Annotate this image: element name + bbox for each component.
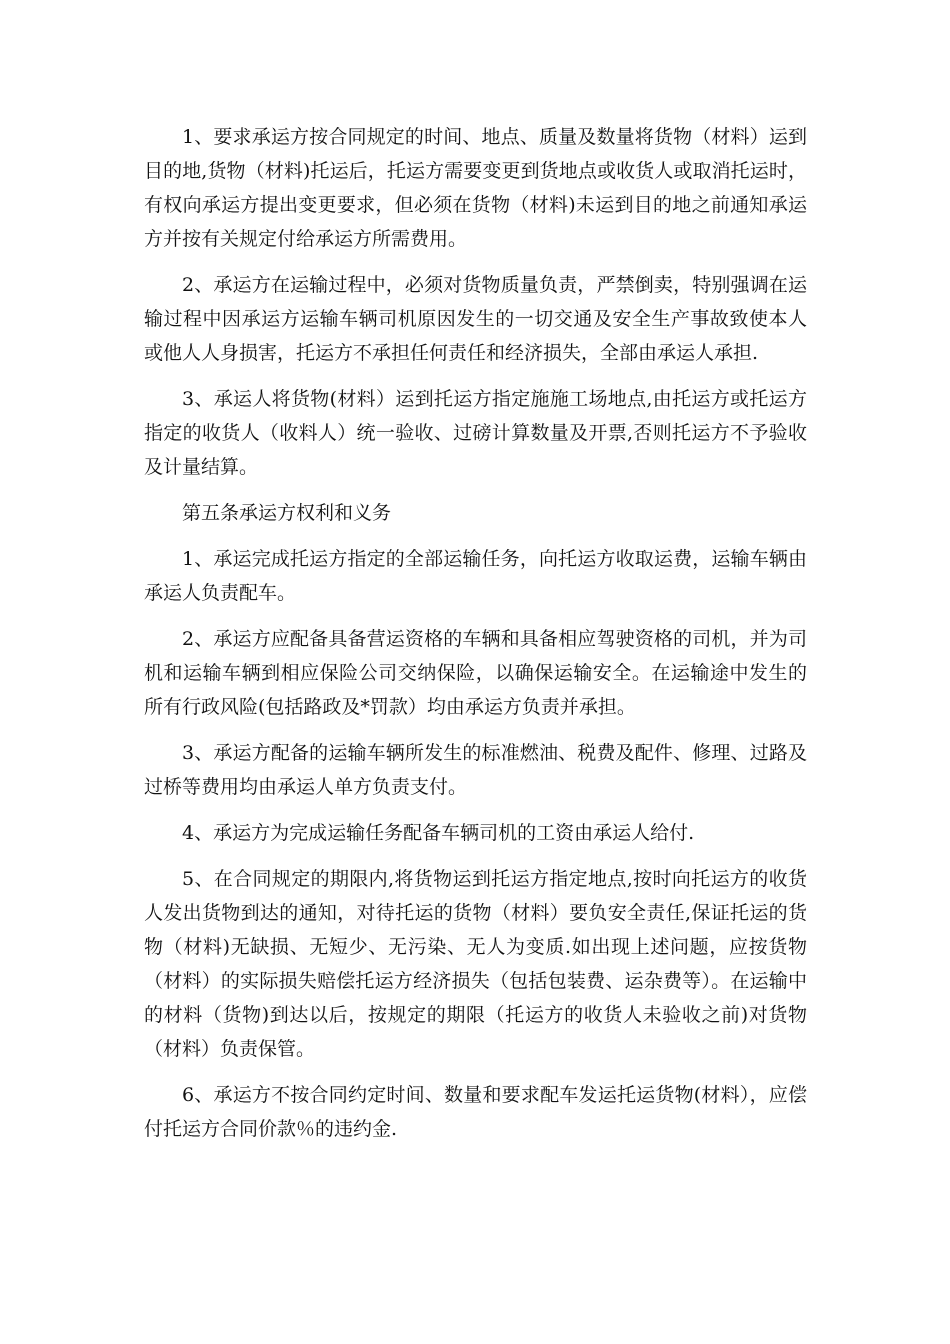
- paragraph-1: 1、要求承运方按合同规定的时间、地点、质量及数量将货物（材料）运到目的地,货物（材料)托运后，托运方需要变更到货地点或收货人或取消托运时，有权向承运方提出变更要求，但必须在货物（材料)未运到目的地之前通知承运方并按有关规定付给承运方所需费用。: [144, 126, 807, 250]
- paragraph-7: 4、承运方为完成运输任务配备车辆司机的工资由承运人给付.: [182, 822, 695, 844]
- paragraph-9: 6、承运方不按合同约定时间、数量和要求配车发运托运货物(材料），应偿付托运方合同价款％的违约金.: [144, 1084, 807, 1140]
- paragraph-4: 1、承运完成托运方指定的全部运输任务，向托运方收取运费，运输车辆由承运人负责配车。: [144, 548, 807, 604]
- paragraph-6: 3、承运方配备的运输车辆所发生的标准燃油、税费及配件、修理、过路及过桥等费用均由承运人单方负责支付。: [144, 742, 807, 798]
- paragraph-3: 3、承运人将货物(材料）运到托运方指定施施工场地点,由托运方或托运方指定的收货人（收料人）统一验收、过磅计算数量及开票,否则托运方不予验收及计量结算。: [144, 388, 807, 478]
- paragraph-2: 2、承运方在运输过程中，必须对货物质量负责，严禁倒卖，特别强调在运输过程中因承运方运输车辆司机原因发生的一切交通及安全生产事故致使本人或他人人身损害，托运方不承担任何责任和经济损失，全部由承运人承担.: [144, 274, 807, 364]
- paragraph-8: 5、在合同规定的期限内,将货物运到托运方指定地点,按时向托运方的收货人发出货物到达的通知，对待托运的货物（材料）要负安全责任,保证托运的货物（材料)无缺损、无短少、无污染、无人为变质.如出现上述问题，应按货物（材料）的实际损失赔偿托运方经济损失（包括包装费、运杂费等）。在运输中的材料（货物)到达以后，按规定的期限（托运方的收货人未验收之前)对货物（材料）负责保管。: [144, 868, 807, 1060]
- paragraph-5: 2、承运方应配备具备营运资格的车辆和具备相应驾驶资格的司机，并为司机和运输车辆到相应保险公司交纳保险，以确保运输安全。在运输途中发生的所有行政风险(包括路政及*罚款）均由承运方负责并承担。: [144, 628, 807, 718]
- section-heading: 第五条承运方权利和义务: [182, 502, 392, 524]
